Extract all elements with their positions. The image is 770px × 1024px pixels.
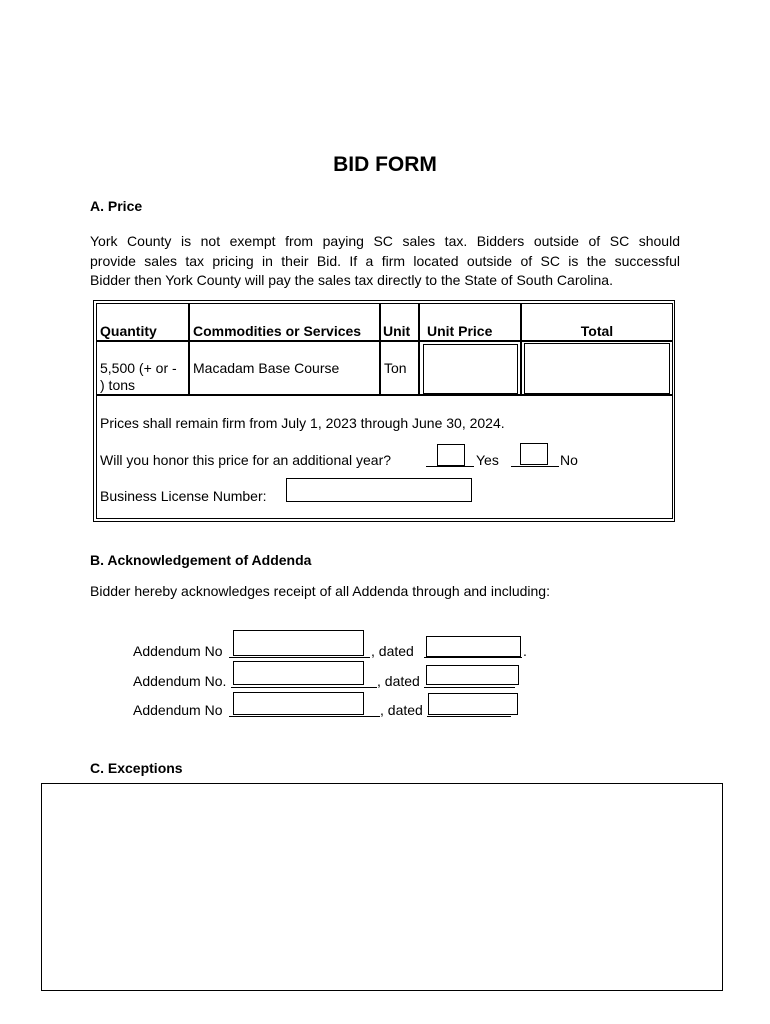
- no-underline: [511, 466, 559, 467]
- addendum-2-date-input[interactable]: [426, 665, 519, 685]
- section-b-heading: B. Acknowledgement of Addenda: [90, 552, 312, 568]
- addendum-2-date-underline: [424, 687, 515, 688]
- addendum-1-dated-label: , dated: [371, 643, 414, 659]
- addendum-1-label: Addendum No: [133, 643, 223, 659]
- no-checkbox[interactable]: [520, 443, 548, 465]
- total-cell: [521, 341, 673, 395]
- addendum-2-number-input[interactable]: [233, 661, 364, 685]
- yes-underline: [426, 466, 474, 467]
- header-commodities: Commodities or Services: [189, 303, 380, 341]
- commodity-cell: Macadam Base Course: [189, 341, 380, 395]
- header-total: Total: [521, 303, 673, 341]
- exceptions-textarea[interactable]: [41, 783, 723, 991]
- license-number-input[interactable]: [286, 478, 472, 502]
- page-title: BID FORM: [333, 153, 437, 176]
- addendum-1-period: .: [523, 643, 527, 659]
- paragraph-line: provide sales tax pricing in their Bid. If a firm located outside of SC is the successful: [90, 252, 680, 269]
- yes-label: Yes: [476, 452, 499, 468]
- addendum-3-underline: [229, 716, 380, 717]
- addendum-3-number-input[interactable]: [233, 692, 364, 715]
- addendum-1-number-input[interactable]: [233, 630, 364, 656]
- addendum-1-date-input[interactable]: [426, 636, 521, 657]
- sales-tax-paragraph: [90, 232, 680, 291]
- paragraph-line: York County is not exempt from paying SC sales tax. Bidders outside of SC should: [90, 233, 680, 249]
- addendum-2-underline: [231, 687, 377, 688]
- paragraph-line: Bidder then York County will pay the sales tax directly to the State of South Carolina.: [90, 272, 613, 288]
- addendum-3-dated-label: , dated: [380, 702, 423, 718]
- addendum-1-underline: [229, 657, 370, 658]
- section-c-heading: C. Exceptions: [90, 760, 183, 776]
- price-table: [93, 300, 675, 522]
- terms-cell: [96, 395, 673, 519]
- header-unit: Unit: [380, 303, 419, 341]
- prices-firm-text: Prices shall remain firm from July 1, 2023 through June 30, 2024.: [100, 415, 505, 431]
- addendum-1-date-underline: [424, 657, 522, 658]
- total-input[interactable]: [524, 343, 670, 394]
- no-label: No: [560, 452, 578, 468]
- addendum-3-label: Addendum No: [133, 702, 223, 718]
- quantity-text-cont: ) tons: [100, 377, 136, 393]
- addendum-3-date-input[interactable]: [428, 693, 518, 715]
- honor-question: Will you honor this price for an additional year?: [100, 452, 392, 468]
- addenda-intro: Bidder hereby acknowledges receipt of all Addenda through and including:: [90, 583, 550, 599]
- section-a-heading: A. Price: [90, 198, 143, 214]
- quantity-text: 5,500 (+ or -: [100, 360, 177, 376]
- header-unit-price: Unit Price: [419, 303, 521, 341]
- unit-price-input[interactable]: [423, 344, 518, 394]
- quantity-cell: [96, 341, 189, 395]
- yes-checkbox[interactable]: [437, 444, 465, 466]
- license-label: Business License Number:: [100, 488, 267, 504]
- unit-price-cell: [419, 341, 521, 395]
- addendum-2-dated-label: , dated: [377, 673, 420, 689]
- addendum-3-date-underline: [427, 716, 511, 717]
- header-quantity: Quantity: [96, 303, 189, 341]
- addendum-2-label: Addendum No.: [133, 673, 227, 689]
- unit-cell: Ton: [380, 341, 419, 395]
